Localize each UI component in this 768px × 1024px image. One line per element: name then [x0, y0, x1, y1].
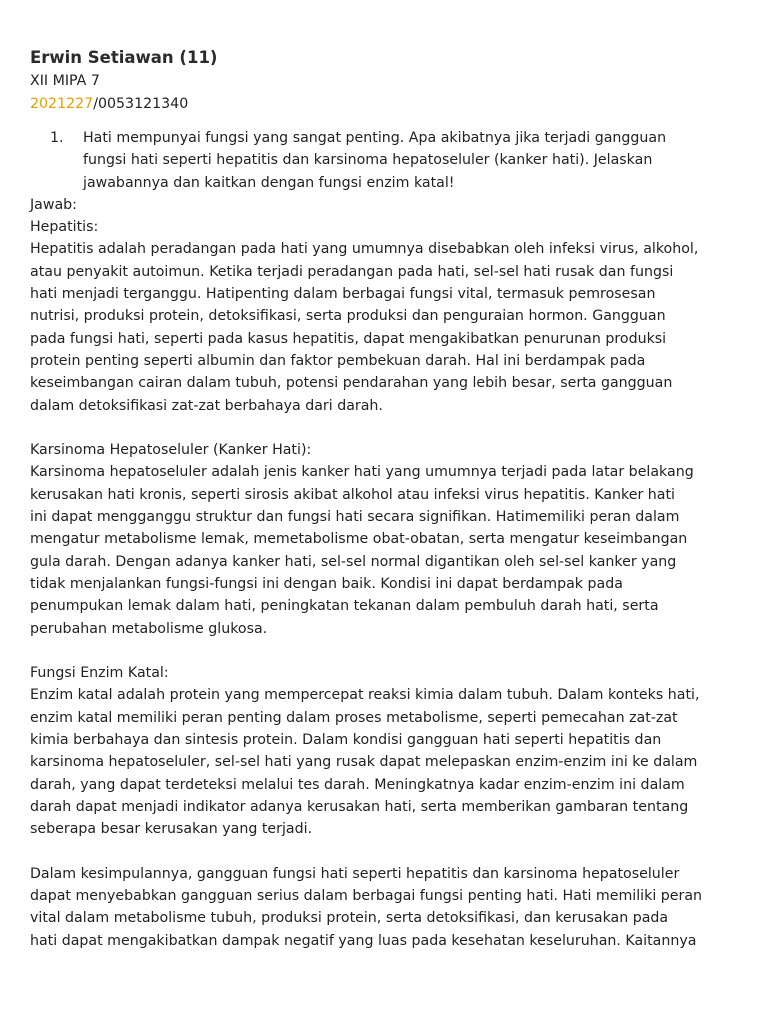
section-hepatitis: [30, 216, 742, 417]
author-id-rest: /0053121340: [93, 95, 189, 112]
author-class: XII MIPA 7: [30, 73, 100, 89]
paragraph-gap: [30, 841, 742, 863]
paragraph-line: perubahan metabolisme glukosa.: [30, 620, 268, 637]
author-name: Erwin Setiawan (11): [30, 48, 218, 67]
section-heading: Fungsi Enzim Katal:: [30, 665, 169, 682]
paragraph-line: nutrisi, produksi protein, detoksifikasi, serta produksi dan penguraian hormon. Gangguan: [30, 308, 666, 325]
question-line: Hati mempunyai fungsi yang sangat penting. Apa akibatnya jika terjadi gangguan: [83, 130, 667, 146]
paragraph-line: ini dapat mengganggu struktur dan fungsi hati secara signifikan. Hatimemiliki peran dalam: [30, 509, 680, 526]
paragraph-line: tidak menjalankan fungsi-fungsi ini dengan baik. Kondisi ini dapat berdampak pada: [30, 575, 623, 592]
paragraph-line: darah dapat menjadi indikator adanya kerusakan hati, serta memberikan gambaran tentang: [30, 798, 689, 815]
paragraph-line: dapat menyebabkan gangguan serius dalam berbagai fungsi penting hati. Hati memiliki peran: [30, 888, 703, 905]
paragraph-line: vital dalam metabolisme tubuh, produksi protein, serta detoksifikasi, dan kerusakan pada: [30, 910, 669, 927]
document-page: [30, 46, 742, 952]
paragraph-line: kimia berbahaya dan sintesis protein. Dalam kondisi gangguan hati seperti hepatitis dan: [30, 732, 662, 749]
paragraph-line: dalam detoksifikasi zat-zat berbahaya dari darah.: [30, 397, 383, 414]
paragraph-line: kerusakan hati kronis, seperti sirosis akibat alkohol atau infeksi virus hepatitis. Kanker hati: [30, 486, 676, 503]
paragraph-line: atau penyakit autoimun. Ketika terjadi peradangan pada hati, sel-sel hati rusak dan fungsi: [30, 263, 674, 280]
paragraph-line: hati menjadi terganggu. Hatipenting dalam berbagai fungsi vital, termasuk pemrosesan: [30, 286, 656, 303]
section-karsinoma: [30, 439, 742, 640]
paragraph-line: mengatur metabolisme lemak, memetabolisme obat-obatan, serta mengatur keseimbangan: [30, 531, 688, 548]
paragraph-line: Karsinoma hepatoseluler adalah jenis kanker hati yang umumnya terjadi pada latar belakang: [30, 464, 694, 481]
paragraph-gap: [30, 417, 742, 439]
paragraph-line: gula darah. Dengan adanya kanker hati, sel-sel normal digantikan oleh sel-sel kanker yang: [30, 553, 677, 570]
paragraph-line: protein penting seperti albumin dan faktor pembekuan darah. Hal ini berdampak pada: [30, 352, 646, 369]
section-enzim-katal: [30, 662, 742, 840]
paragraph-line: hati dapat mengakibatkan dampak negatif yang luas pada kesehatan keseluruhan. Kaitannya: [30, 932, 697, 949]
paragraph-line: darah, yang dapat terdeteksi melalui tes darah. Meningkatnya kadar enzim-enzim ini dalam: [30, 776, 685, 793]
paragraph-line: pada fungsi hati, seperti pada kasus hepatitis, dapat mengakibatkan penurunan produksi: [30, 330, 667, 347]
paragraph-line: seberapa besar kerusakan yang terjadi.: [30, 821, 313, 838]
section-kesimpulan: [30, 863, 742, 952]
question-item: [30, 127, 742, 194]
paragraph-line: Dalam kesimpulannya, gangguan fungsi hati seperti hepatitis dan karsinoma hepatoseluler: [30, 865, 680, 882]
question-line: fungsi hati seperti hepatitis dan karsinoma hepatoseluler (kanker hati). Jelaskan: [83, 152, 653, 169]
paragraph-line: penumpukan lemak dalam hati, peningkatan tekanan dalam pembuluh darah hati, serta: [30, 598, 659, 615]
question-number: 1.: [50, 130, 64, 146]
paragraph-line: keseimbangan cairan dalam tubuh, potensi pendarahan yang lebih besar, serta gangguan: [30, 375, 673, 392]
author-id-highlight: 2021227: [30, 95, 94, 112]
paragraph-line: enzim katal memiliki peran penting dalam proses metabolisme, seperti pemecahan zat-zat: [30, 709, 678, 726]
answer-label: Jawab:: [30, 196, 77, 213]
author-id: [30, 93, 742, 116]
section-heading: Hepatitis:: [30, 219, 99, 236]
paragraph-line: Enzim katal adalah protein yang mempercepat reaksi kimia dalam tubuh. Dalam konteks hati,: [30, 687, 700, 704]
paragraph-gap: [30, 640, 742, 662]
section-heading: Karsinoma Hepatoseluler (Kanker Hati):: [30, 442, 312, 459]
paragraph-line: Hepatitis adalah peradangan pada hati yang umumnya disebabkan oleh infeksi virus, alkohol,: [30, 241, 699, 258]
question-line: jawabannya dan kaitkan dengan fungsi enzim katal!: [83, 174, 455, 191]
paragraph-line: karsinoma hepatoseluler, sel-sel hati yang rusak dapat melepaskan enzim-enzim ini ke dalam: [30, 754, 698, 771]
